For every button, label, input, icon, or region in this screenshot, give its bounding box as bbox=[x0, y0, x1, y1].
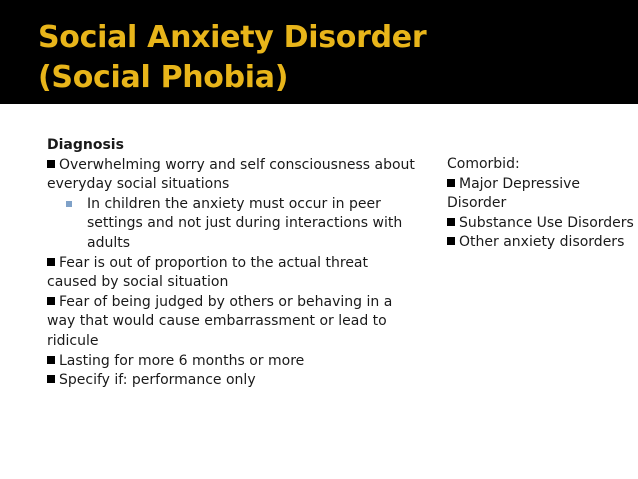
sub-list-item: In children the anxiety must occur in peer settings and not just during interactions with adults bbox=[47, 195, 419, 254]
list-item: Substance Use Disorders bbox=[447, 214, 637, 234]
list-item: Other anxiety disorders bbox=[447, 233, 637, 253]
square-bullet-icon bbox=[47, 356, 55, 364]
title-line-1: Social Anxiety Disorder bbox=[38, 20, 427, 55]
title-line-2: (Social Phobia) bbox=[38, 60, 289, 95]
square-bullet-icon bbox=[47, 297, 55, 305]
list-item: Lasting for more 6 months or more bbox=[47, 352, 419, 372]
list-item: Overwhelming worry and self consciousness about everyday social situations bbox=[47, 156, 415, 193]
square-bullet-icon bbox=[47, 160, 55, 168]
square-bullet-icon bbox=[47, 258, 55, 266]
list-item: Fear is out of proportion to the actual threat caused by social situation bbox=[47, 254, 368, 291]
sub-bullet-icon bbox=[66, 201, 72, 207]
diagnosis-column bbox=[47, 136, 419, 391]
comorbid-heading: Comorbid: bbox=[447, 156, 520, 172]
square-bullet-icon bbox=[447, 218, 455, 226]
list-item: Fear of being judged by others or behaving in a way that would cause embarrassment or lead to ridicule bbox=[47, 293, 393, 349]
slide-title bbox=[38, 18, 426, 98]
list-item: Major Depressive Disorder bbox=[447, 175, 581, 212]
square-bullet-icon bbox=[47, 375, 55, 383]
comorbid-column bbox=[447, 155, 637, 253]
square-bullet-icon bbox=[447, 179, 455, 187]
square-bullet-icon bbox=[447, 237, 455, 245]
diagnosis-heading: Diagnosis bbox=[47, 137, 124, 153]
title-bar bbox=[0, 0, 638, 104]
list-item: Specify if: performance only bbox=[47, 371, 419, 391]
